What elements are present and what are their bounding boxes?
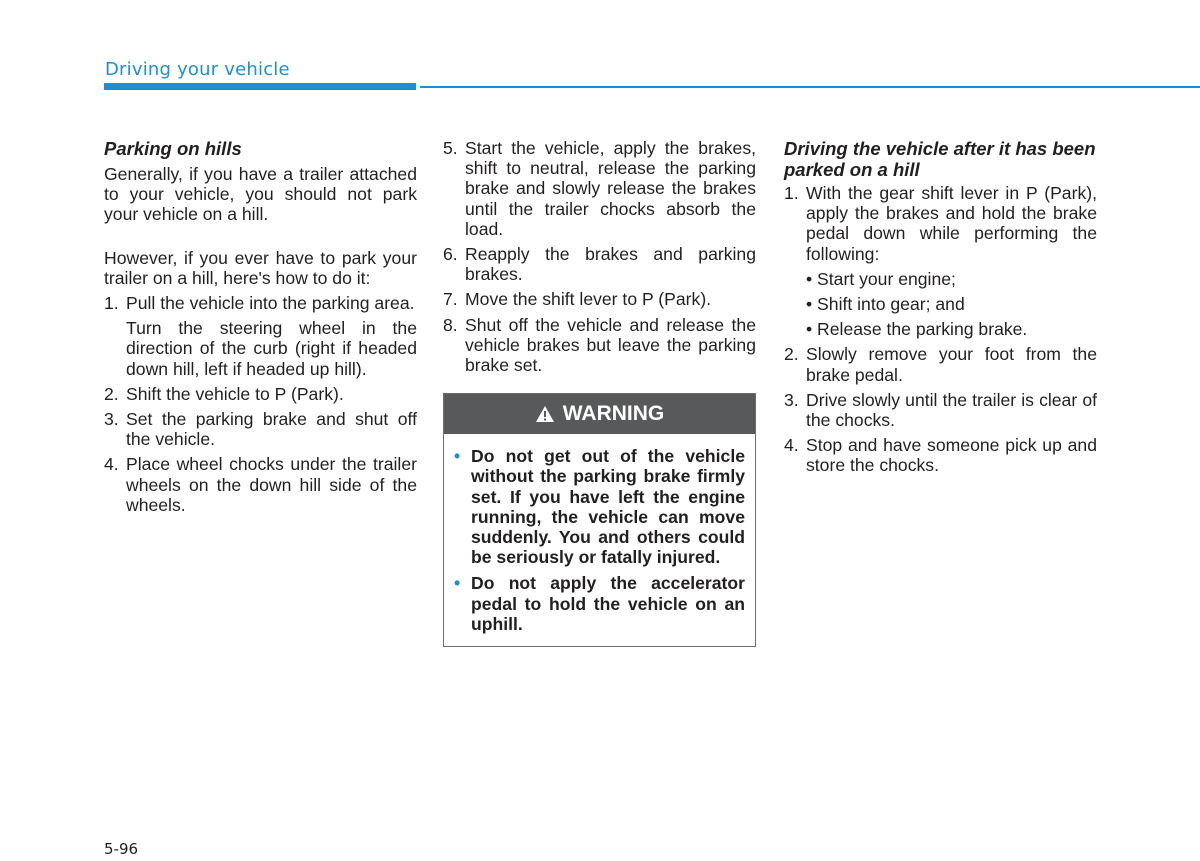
steps-list-1 [104,293,417,515]
list-item [784,183,1097,339]
column-3 [784,138,1097,476]
list-item [104,454,417,515]
heading-driving-after-parked: Driving the vehicle after it has been parked on a hill [784,138,1096,180]
warning-title: WARNING [562,402,665,426]
bullet-icon: • [454,573,461,594]
step-text: Move the shift lever to P (Park). [465,289,712,310]
list-item [443,244,756,284]
step-text: Start the vehicle, apply the brakes, shift to neutral, release the parking brake and slowly release the brakes until the trailer chocks absorb the load. [465,138,756,239]
step-text: Slowly remove your foot from the brake pedal. [806,344,1097,385]
list-item [443,315,756,376]
step-number: 1. [784,183,799,203]
list-item [784,344,1097,384]
list-item [443,138,756,239]
list-item [443,289,756,309]
list-item: • Start your engine; [806,268,956,289]
warning-header [444,394,755,434]
step-number: 4. [104,454,119,475]
step-text: Set the parking brake and shut off the vehicle. [126,409,417,450]
list-item [784,435,1097,475]
list-item [784,390,1097,430]
step-number: 1. [104,293,119,314]
step-number: 6. [443,244,458,265]
intro-paragraph: Generally, if you have a trailer attached to your vehicle, you should not park your vehicle on a hill. [104,164,417,225]
column-1 [104,138,417,515]
header-rule-thin [420,86,1200,88]
list-item [454,573,745,634]
step-number: 4. [784,435,799,456]
steps-list-2 [443,138,756,375]
list-item: • Shift into gear; and [806,294,965,315]
step-text: Pull the vehicle into the parking area. [126,293,415,314]
warning-text: Do not get out of the vehicle without the parking brake firmly set. If you have left the engine running, the vehicle can move suddenly. You and others could be seriously or fatally injured. [471,446,745,568]
step-number: 2. [104,383,119,404]
warning-triangle-icon [535,405,555,423]
step-number: 8. [443,314,458,335]
list-item [104,384,417,404]
step-text: Drive slowly until the trailer is clear of the chocks. [806,389,1097,431]
step-text: Place wheel chocks under the trailer wheels on the down hill side of the wheels. [126,454,417,515]
column-2 [443,138,756,647]
header-rule-thick [104,83,416,90]
step-number: 5. [443,138,458,158]
heading-parking-on-hills: Parking on hills [104,138,242,159]
warning-box [443,393,756,647]
step-text: With the gear shift lever in P (Park), apply the brakes and hold the brake pedal down while performing the following: [806,183,1097,264]
warning-text: Do not apply the accelerator pedal to hold the vehicle on an uphill. [471,573,745,634]
step-text: Stop and have someone pick up and store the chocks. [806,435,1097,476]
list-item: • Release the parking brake. [806,319,1028,340]
howto-paragraph: However, if you ever have to park your trailer on a hill, here's how to do it: [104,247,417,288]
step-text: Shift the vehicle to P (Park). [126,383,344,404]
page-number: 5-96 [104,840,139,858]
section-title: Driving your vehicle [105,59,290,80]
warning-body [444,434,755,646]
warning-list [454,446,745,634]
list-item [104,409,417,449]
step-number: 2. [784,344,799,365]
step-subtext: Turn the steering wheel in the direction of the curb (right if headed down hill, left if headed up hill). [126,318,417,379]
steps-list-3 [784,183,1097,476]
list-item [454,446,745,567]
step-number: 7. [443,289,458,310]
sub-bullet-list [806,269,1097,340]
step-number: 3. [784,389,799,410]
step-number: 3. [104,409,119,430]
list-item [104,293,417,379]
bullet-icon: • [454,446,461,467]
step-text: Shut off the vehicle and release the vehicle brakes but leave the parking brake set. [465,314,756,376]
step-text: Reapply the brakes and parking brakes. [465,244,756,285]
